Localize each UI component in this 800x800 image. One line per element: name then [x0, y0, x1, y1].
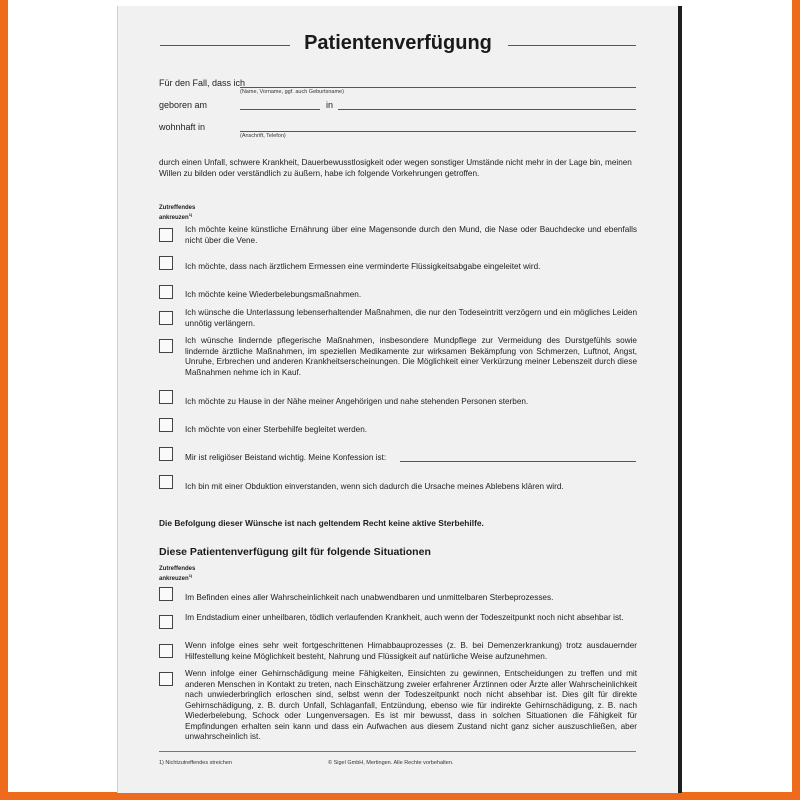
address-field[interactable]: [240, 131, 636, 132]
wish-checkbox-8[interactable]: [159, 447, 173, 461]
wish-text-1: Ich möchte keine künstliche Ernährung über eine Magensonde durch den Mund, die Nase oder Bauchdecke und ebenfalls nicht über die Vene.: [185, 225, 637, 245]
title-rule-right: [508, 45, 636, 46]
page-title: Patientenverfügung: [304, 32, 492, 54]
situation-checkbox-2[interactable]: [159, 615, 173, 629]
wish-text-8: Mir ist religiöser Beistand wichtig. Meine Konfession ist:: [185, 453, 387, 462]
situation-checkbox-4[interactable]: [159, 672, 173, 686]
wish-checkbox-7[interactable]: [159, 418, 173, 432]
copyright: © Sigel GmbH, Mertingen. Alle Rechte vorbehalten.: [328, 760, 454, 766]
wish-text-6: Ich möchte zu Hause in der Nähe meiner Angehörigen und nahe stehenden Personen sterben.: [185, 397, 529, 406]
check-note-2: Zutreffendes ankreuzen$^{1)}$: [159, 566, 196, 582]
wish-text-9: Ich bin mit einer Obduktion einverstanden, wenn sich dadurch die Ursache meines Ablebens klären wird.: [185, 482, 564, 491]
born-label: geboren am: [159, 100, 208, 110]
wish-text-2: Ich möchte, dass nach ärztlichem Ermessen eine verminderte Flüssigkeitsabgabe eingeleitet wird.: [185, 262, 541, 271]
footnote: 1) Nichtzutreffendes streichen: [159, 760, 232, 766]
address-label: wohnhaft in: [159, 122, 206, 132]
wish-text-4: Ich wünsche die Unterlassung lebenserhaltender Maßnahmen, die nur den Todeseintritt verzögern und ein mögliches Leiden unnötig verlängern.: [185, 308, 637, 328]
birthdate-field[interactable]: [240, 109, 320, 110]
name-hint: (Name, Vorname, ggf. auch Geburtsname): [240, 89, 344, 95]
born-in-label: in: [326, 100, 334, 110]
wish-text-5: Ich wünsche lindernde pflegerische Maßnahmen, insbesondere Mundpflege zur Vermeidung des Durstgefühls sowie lindernde ärztliche Maßnahmen, im speziellen Medikamente zur wirksamen Bekämpfung von Schmerzen, Luftnot, Angst, Unruhe, Erbrechen und anderen Krankheitserscheinungen. Die Möglichkeit einer Verkürzung meiner Lebenszeit durch diese Maßnahmen nehme ich in Kauf.: [185, 336, 637, 377]
wish-text-3: Ich möchte keine Wiederbelebungsmaßnahmen.: [185, 290, 362, 299]
orange-frame-left: [0, 0, 8, 800]
birthplace-field[interactable]: [338, 109, 636, 110]
disclaimer: Die Befolgung dieser Wünsche ist nach geltendem Recht keine aktive Sterbehilfe.: [159, 518, 484, 528]
wish-checkbox-4[interactable]: [159, 311, 173, 325]
footer-rule: [159, 751, 636, 752]
orange-frame-right: [792, 0, 800, 800]
orange-frame-bottom: [0, 792, 800, 800]
situation-text-2: Im Endstadium einer unheilbaren, tödlich verlaufenden Krankheit, auch wenn der Todeszeitpunkt noch nicht absehbar ist.: [185, 613, 624, 622]
name-label: Für den Fall, dass ich: [159, 78, 246, 88]
situation-checkbox-3[interactable]: [159, 644, 173, 658]
situation-text-1: Im Befinden eines aller Wahrscheinlichkeit nach unabwendbaren und unmittelbaren Sterbeprozesses.: [185, 593, 554, 602]
situation-text-4: Wenn infolge einer Gehirnschädigung meine Fähigkeiten, Einsichten zu gewinnen, Entscheidungen zu treffen und mit anderen Menschen in Kontakt zu treten, nach Einschätzung zweier erfahrener Ärztinnen oder Ärzte aller Wahrscheinlichkeit nach unwiederbringlich erloschen sind, selbst wenn der Todeszeitpunkt noch nicht absehbar ist. Dies gilt für direkte Gehirnschädigung, z. B. durch Unfall, Schlaganfall, Entzündung, ebenso wie für indirekte Gehirnschädigung, z. B. nach Wiederbelebung, Schock oder Lungenversagen. Es ist mir bewusst, dass in solchen Situationen die Fähigkeit für Empfindungen erhalten sein kann und dass ein Aufwachen aus diesem Zustand nicht ganz sicher auszuschließen, aber unwahrscheinlich ist.: [185, 669, 637, 741]
wish-text-7: Ich möchte von einer Sterbehilfe begleitet werden.: [185, 425, 368, 434]
situation-text-3: Wenn infolge eines sehr weit fortgeschrittenen Hirnabbauprozesses (z. B. bei Demenzerkrankung) trotz ausdauernder Hilfestellung keine Möglichkeit besteht, Nahrung und Flüssigkeit auf natürliche Weise aufzunehmen.: [185, 641, 637, 661]
intro-paragraph: durch einen Unfall, schwere Krankheit, Dauerbewusstlosigkeit oder wegen sonstiger Umstände nicht mehr in der Lage bin, meinen Willen zu bilden oder verständlich zu äußern, habe ich folgende Vorkehrungen getroffen.: [159, 158, 632, 178]
form-page: [117, 6, 678, 793]
wish-checkbox-3[interactable]: [159, 285, 173, 299]
wish-checkbox-6[interactable]: [159, 390, 173, 404]
wish-checkbox-1[interactable]: [159, 228, 173, 242]
check-note: Zutreffendes ankreuzen$^{1)}$: [159, 205, 196, 221]
wish-checkbox-5[interactable]: [159, 339, 173, 353]
situations-heading: Diese Patientenverfügung gilt für folgende Situationen: [159, 546, 431, 558]
address-hint: (Anschrift, Telefon): [240, 133, 286, 139]
confession-field[interactable]: [400, 461, 636, 462]
wish-checkbox-9[interactable]: [159, 475, 173, 489]
situation-checkbox-1[interactable]: [159, 587, 173, 601]
wish-checkbox-2[interactable]: [159, 256, 173, 270]
name-field[interactable]: [240, 87, 636, 88]
